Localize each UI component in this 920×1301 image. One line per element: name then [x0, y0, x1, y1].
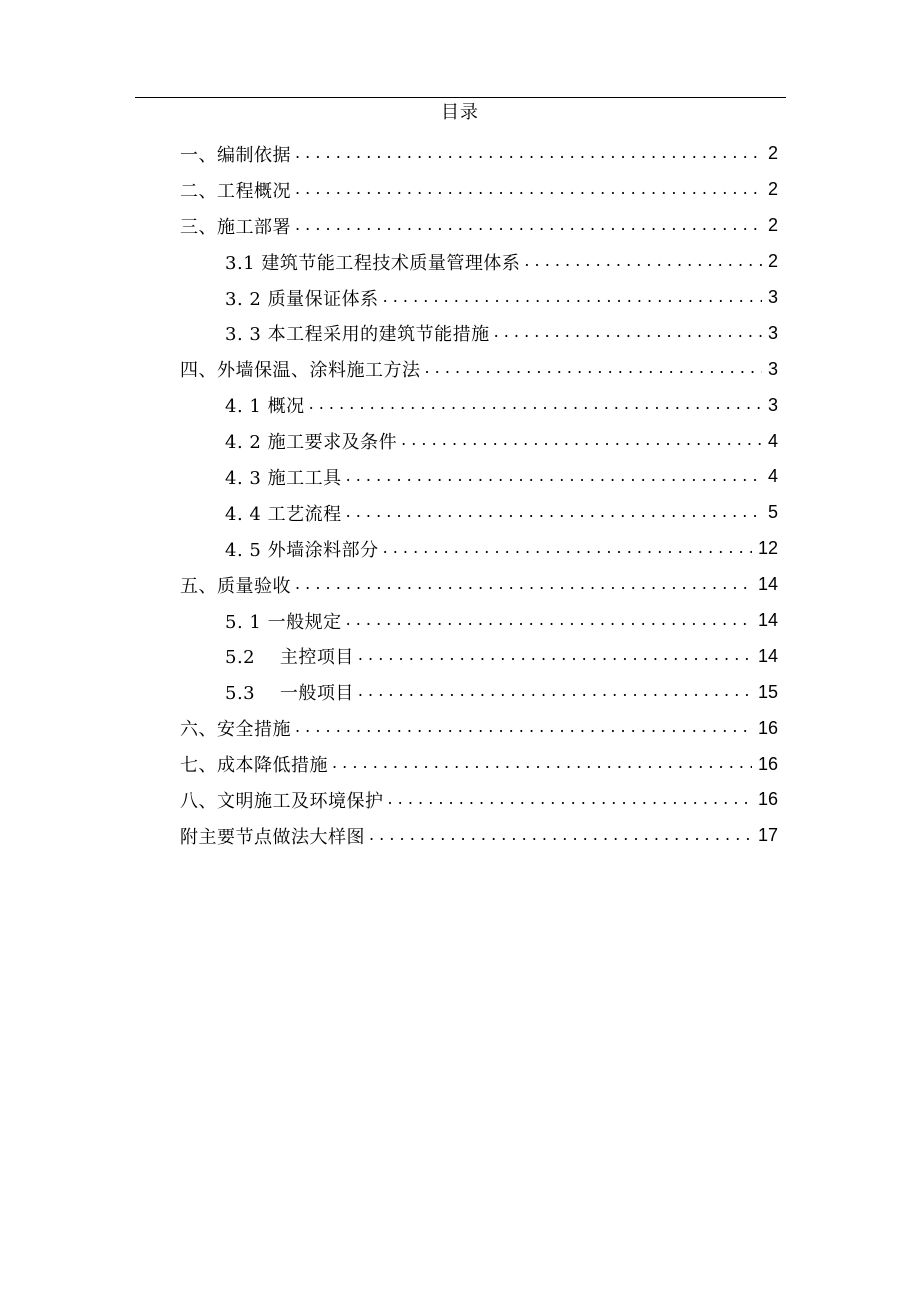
toc-entry-page: 3	[767, 287, 778, 307]
toc-entry[interactable]	[180, 136, 778, 172]
toc-entry[interactable]	[180, 710, 778, 746]
toc-leader-dots	[295, 216, 762, 234]
toc-entry[interactable]	[180, 782, 778, 818]
toc-entry[interactable]	[180, 172, 778, 208]
toc-entry[interactable]	[180, 603, 778, 639]
toc-leader-dots	[346, 611, 752, 629]
toc-entry-page: 16	[757, 789, 778, 810]
toc-entry-page: 17	[757, 825, 778, 846]
toc-entry-page: 3	[767, 394, 778, 415]
toc-entry-label: 4. 4 工艺流程	[225, 503, 342, 525]
toc-entry-page: 4	[767, 466, 778, 487]
toc-entry-label: 八、文明施工及环境保护	[180, 790, 384, 812]
toc-entry[interactable]	[180, 531, 778, 567]
toc-entry-page: 14	[757, 645, 778, 666]
toc-entry[interactable]	[180, 818, 778, 854]
toc-leader-dots	[309, 395, 762, 413]
toc-entry[interactable]	[180, 244, 778, 280]
toc-leader-dots	[383, 539, 752, 557]
toc-entry-label: 3. 2 质量保证体系	[225, 288, 379, 310]
toc-entry-page: 2	[767, 143, 778, 164]
toc-entry-page: 2	[767, 251, 778, 272]
toc-leader-dots	[346, 467, 762, 485]
toc-leader-dots	[388, 790, 752, 808]
toc-entry-page: 15	[757, 681, 778, 702]
toc-entry-label: 四、外墙保温、涂料施工方法	[180, 360, 421, 382]
header-rule	[135, 97, 786, 98]
table-of-contents	[180, 136, 778, 854]
toc-entry-page: 3	[767, 322, 778, 343]
toc-entry[interactable]	[180, 638, 778, 674]
toc-leader-dots	[524, 252, 762, 270]
toc-entry-label: 五、质量验收	[180, 575, 291, 597]
toc-leader-dots	[346, 503, 762, 521]
toc-entry-label: 二、工程概况	[180, 180, 291, 202]
toc-leader-dots	[425, 359, 762, 377]
toc-entry[interactable]	[180, 423, 778, 459]
toc-entry-page: 16	[757, 717, 778, 738]
toc-leader-dots	[295, 718, 752, 736]
toc-entry-page: 3	[767, 358, 778, 379]
toc-entry-page: 4	[767, 430, 778, 451]
toc-entry[interactable]	[180, 351, 778, 387]
toc-leader-dots	[358, 682, 752, 700]
toc-entry-label: 5. 1 一般规定	[225, 611, 342, 633]
toc-entry-page: 2	[767, 215, 778, 236]
toc-entry-label: 3.1 建筑节能工程技术质量管理体系	[225, 252, 521, 274]
toc-entry[interactable]	[180, 746, 778, 782]
toc-leader-dots	[494, 323, 762, 341]
toc-entry[interactable]	[180, 280, 778, 316]
toc-entry-label: 三、施工部署	[180, 216, 291, 238]
toc-entry-label: 附主要节点做法大样图	[180, 826, 365, 848]
toc-entry-label: 5.2 主控项目	[225, 647, 354, 669]
toc-entry-page: 14	[757, 610, 778, 631]
toc-leader-dots	[295, 180, 762, 198]
toc-entry-label: 4. 2 施工要求及条件	[225, 432, 398, 454]
toc-entry-label: 4. 3 施工工具	[225, 467, 342, 489]
toc-entry-label: 4. 5 外墙涂料部分	[225, 539, 379, 561]
toc-leader-dots	[369, 826, 752, 844]
toc-leader-dots	[295, 575, 752, 593]
toc-entry-label: 六、安全措施	[180, 719, 291, 741]
toc-entry[interactable]	[180, 208, 778, 244]
toc-leader-dots	[383, 288, 762, 306]
toc-entry-label: 5.3 一般项目	[225, 683, 354, 705]
toc-entry-label: 一、编制依据	[180, 144, 291, 166]
toc-entry-label: 3. 3 本工程采用的建筑节能措施	[225, 324, 490, 346]
toc-entry-page: 14	[757, 574, 778, 595]
toc-entry[interactable]	[180, 387, 778, 423]
toc-entry[interactable]	[180, 495, 778, 531]
toc-leader-dots	[295, 144, 762, 162]
toc-entry-page: 5	[767, 502, 778, 523]
toc-entry-page: 12	[757, 538, 778, 559]
toc-entry[interactable]	[180, 567, 778, 603]
toc-leader-dots	[332, 754, 752, 772]
toc-entry-page: 2	[767, 179, 778, 200]
toc-entry-label: 七、成本降低措施	[180, 755, 328, 777]
toc-entry[interactable]	[180, 315, 778, 351]
toc-entry[interactable]	[180, 674, 778, 710]
toc-entry[interactable]	[180, 459, 778, 495]
toc-title: 目录	[441, 102, 479, 123]
toc-entry-label: 4. 1 概况	[225, 396, 305, 418]
toc-leader-dots	[401, 431, 762, 449]
toc-leader-dots	[358, 646, 752, 664]
toc-entry-page: 16	[757, 753, 778, 774]
